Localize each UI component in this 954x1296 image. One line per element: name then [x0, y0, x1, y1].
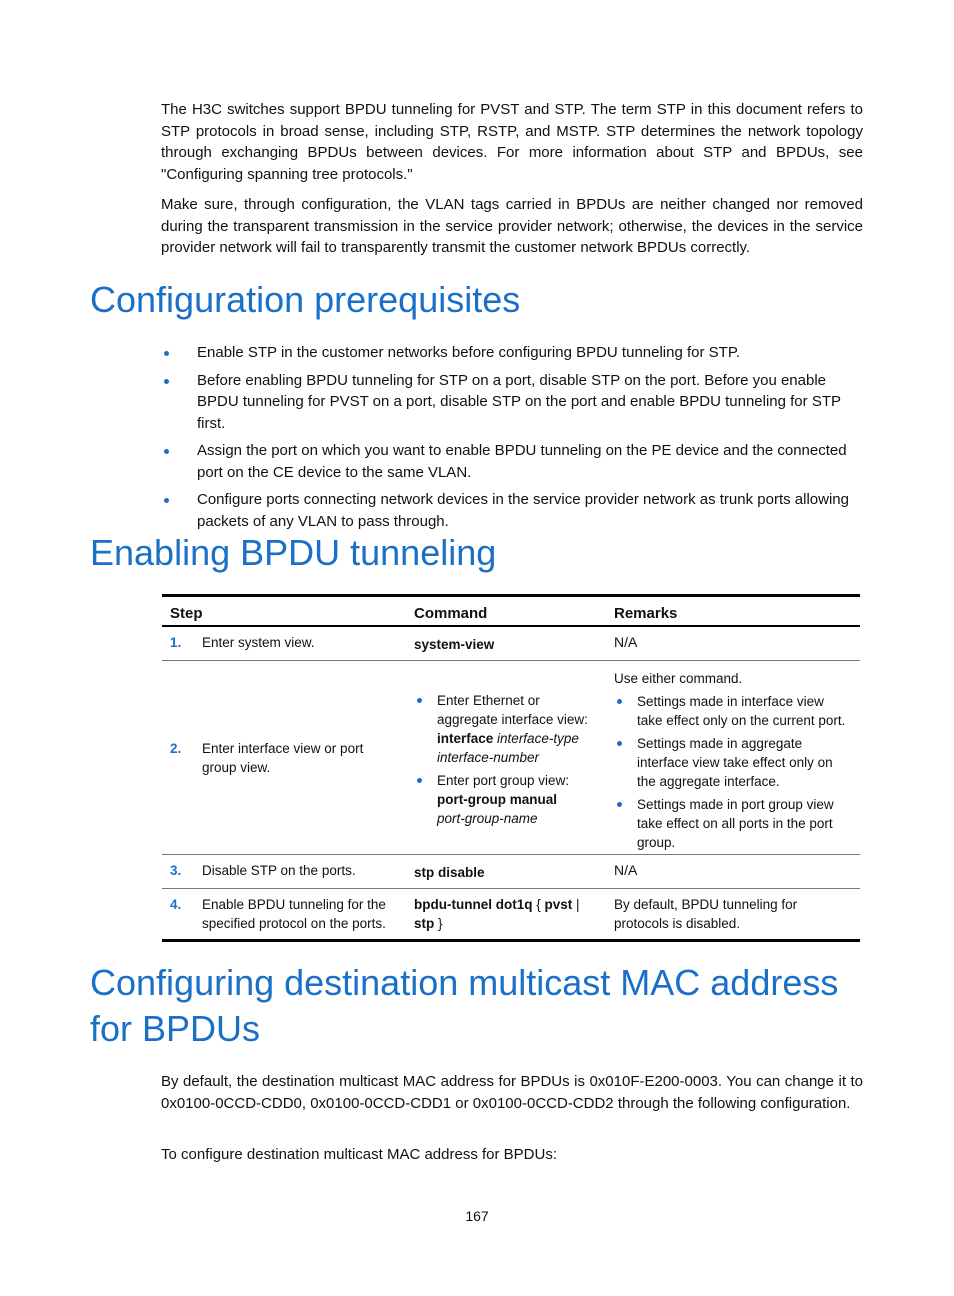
section-heading-enabling: Enabling BPDU tunneling: [90, 532, 497, 573]
table-row: [162, 661, 860, 855]
table-row: [162, 855, 860, 889]
list-item: Settings made in aggregate interface view take effect only on the aggregate interface.: [614, 734, 852, 791]
command-cell: stp disable: [406, 855, 606, 889]
bullet-icon: [617, 802, 622, 807]
section-heading-prerequisites: Configuration prerequisites: [90, 279, 521, 320]
section-heading-destination-mac: Configuring destination multicast MAC address for BPDUs: [90, 962, 839, 1049]
table-header-row: [162, 596, 860, 627]
remarks-cell: By default, BPDU tunneling for protocols is disabled.: [606, 889, 860, 941]
list-item: Enable STP in the customer networks before configuring BPDU tunneling for STP.: [161, 342, 863, 364]
header-remarks: Remarks: [606, 596, 860, 627]
command-cell: system-view: [406, 626, 606, 661]
dest-mac-paragraph-2: To configure destination multicast MAC address for BPDUs:: [161, 1146, 557, 1163]
command-argument: interface-type interface-number: [437, 731, 579, 765]
command-cell: [406, 661, 606, 855]
step-number: 2.: [170, 740, 182, 756]
command-argument: port-group-name: [437, 811, 538, 826]
step-text: Enable BPDU tunneling for the specified protocol on the ports.: [202, 897, 386, 931]
list-item: Before enabling BPDU tunneling for STP on a port, disable STP on the port. Before you enable BPDU tunneling for PVST on a port, disable STP on the port and enable BPDU tunneling for STP first.: [161, 370, 863, 435]
step-number: 1.: [170, 635, 182, 650]
header-command: Command: [406, 596, 606, 627]
list-item: Settings made in port group view take effect on all ports in the port group.: [614, 795, 852, 852]
list-item: Settings made in interface view take effect only on the current port.: [614, 692, 852, 730]
bullet-icon: [164, 498, 169, 503]
bullet-icon: [164, 449, 169, 454]
dest-mac-paragraph-1: By default, the destination multicast MAC address for BPDUs is 0x010F-E200-0003. You can change it to 0x0100-0CCD-CDD0, 0x0100-0CCD-CDD1 or 0x0100-0CCD-CDD2 through the following configuration.: [161, 1073, 863, 1112]
command-keyword: interface: [437, 731, 494, 746]
step-number: 4.: [170, 897, 182, 912]
list-item: Configure ports connecting network devices in the service provider network as trunk ports allowing packets of any VLAN to pass through.: [161, 489, 863, 532]
bullet-icon: [417, 778, 422, 783]
bullet-icon: [164, 379, 169, 384]
prerequisites-list: [161, 342, 863, 538]
remarks-cell: Use either command. Settings made in interface view take effect only on the current port. Settings made in aggregate interface view take effect only on the aggregate interface. Settings made in port group view take effect on all ports in the port group.: [606, 661, 860, 855]
list-item: Enter Ethernet or aggregate interface view: interface interface-type interface-number: [414, 691, 598, 767]
remarks-cell: N/A: [606, 626, 860, 661]
list-item: Enter port group view: port-group manual port-group-name: [414, 771, 598, 828]
intro-paragraph-2: Make sure, through configuration, the VLAN tags carried in BPDUs are neither changed nor removed during the transparent transmission in the service provider network; otherwise, the devices in the service provider network will fail to transparently transmit the customer network BPDUs correctly.: [161, 196, 863, 256]
step-number: 3.: [170, 863, 182, 878]
table-row: [162, 889, 860, 941]
bullet-icon: [617, 741, 622, 746]
step-text: Enter interface view or port group view.: [202, 740, 364, 775]
header-step: Step: [162, 596, 406, 627]
intro-paragraph-1: The H3C switches support BPDU tunneling for PVST and STP. The term STP in this document refers to STP protocols in broad sense, including STP, RSTP, and MSTP. STP determines the network topology through exchanging BPDUs between devices. For more information about STP and BPDUs, see "Configuring spanning tree protocols.": [161, 101, 863, 183]
remarks-cell: N/A: [606, 855, 860, 889]
list-item: Assign the port on which you want to enable BPDU tunneling on the PE device and the connected port on the CE device to the same VLAN.: [161, 440, 863, 483]
command-cell: bpdu-tunnel dot1q { pvst | stp }: [406, 889, 606, 941]
step-text: Disable STP on the ports.: [202, 863, 356, 878]
bullet-icon: [164, 351, 169, 356]
command-table: [162, 594, 860, 942]
step-text: Enter system view.: [202, 635, 315, 650]
bullet-icon: [417, 698, 422, 703]
command-keyword: port-group manual: [437, 792, 557, 807]
bullet-icon: [617, 699, 622, 704]
page-number: 167: [465, 1208, 489, 1224]
table-row: [162, 626, 860, 661]
